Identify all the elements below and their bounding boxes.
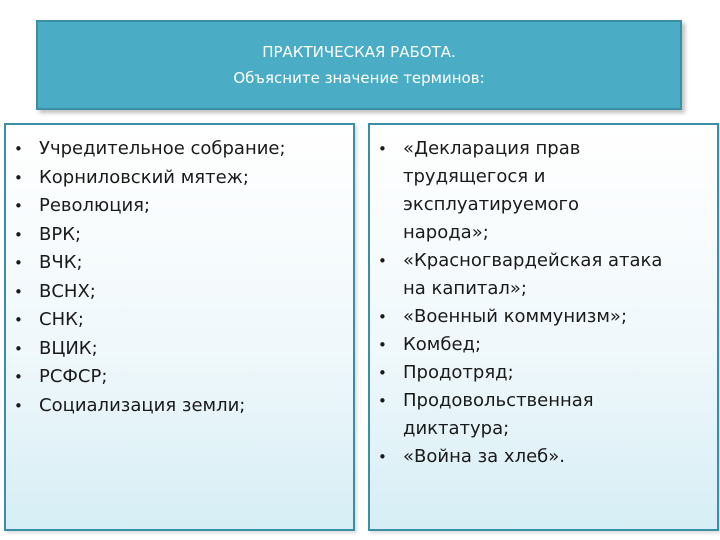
term-text: ВСНХ; <box>39 280 96 302</box>
term-text: «Война за хлеб». <box>403 446 565 467</box>
bullet-icon: • <box>378 336 387 354</box>
slide-title: ПРАКТИЧЕСКАЯ РАБОТА. <box>262 43 456 61</box>
left-terms-list <box>14 135 286 420</box>
bullet-icon: • <box>14 339 23 358</box>
bullet-icon: • <box>378 308 387 326</box>
term-text: СНК; <box>39 309 84 330</box>
list-item <box>14 335 286 364</box>
bullet-icon: • <box>378 392 387 410</box>
bullet-icon: • <box>14 282 23 301</box>
bullet-icon: • <box>378 364 387 382</box>
list-item <box>14 392 286 421</box>
term-text: Продотряд; <box>403 362 514 383</box>
term-text: Корниловский мятеж; <box>39 166 249 188</box>
list-item <box>378 303 662 331</box>
list-item <box>378 443 662 471</box>
list-item <box>378 387 662 443</box>
bullet-icon: • <box>14 311 23 329</box>
list-item <box>14 278 286 307</box>
term-text: Учредительное собрание; <box>39 138 286 159</box>
bullet-icon: • <box>14 368 23 386</box>
slide-subtitle: Объясните значение терминов: <box>233 69 485 87</box>
bullet-icon: • <box>14 396 23 415</box>
list-item <box>14 306 286 335</box>
bullet-icon: • <box>14 140 23 158</box>
term-text: Революция; <box>39 195 151 216</box>
term-text: Социализация земли; <box>39 394 246 416</box>
bullet-icon: • <box>378 448 387 466</box>
term-text: РСФСР; <box>39 366 108 387</box>
list-item <box>14 192 286 221</box>
bullet-icon: • <box>378 140 387 158</box>
bullet-icon: • <box>14 225 23 244</box>
term-text: ВЧК; <box>39 252 83 273</box>
list-item <box>378 331 662 359</box>
term-text: ВЦИК; <box>39 337 98 359</box>
slide-title-box <box>36 20 682 110</box>
term-text: Продовольственная диктатура; <box>403 390 594 439</box>
left-terms-panel <box>4 123 355 531</box>
list-item <box>378 359 662 387</box>
term-text: «Красногвардейская атака на капитал»; <box>403 250 663 299</box>
term-text: «Декларация прав трудящегося и эксплуатируемого народа»; <box>403 138 581 243</box>
list-item <box>378 247 662 303</box>
list-item <box>14 249 286 278</box>
list-item <box>14 135 286 164</box>
list-item <box>14 363 286 392</box>
bullet-icon: • <box>14 197 23 215</box>
bullet-icon: • <box>378 252 387 270</box>
bullet-icon: • <box>14 254 23 272</box>
right-terms-list <box>378 135 662 471</box>
term-text: «Военный коммунизм»; <box>403 306 628 327</box>
list-item <box>14 164 286 193</box>
bullet-icon: • <box>14 168 23 187</box>
term-text: ВРК; <box>39 223 82 245</box>
list-item <box>14 221 286 250</box>
list-item <box>378 135 662 247</box>
right-terms-panel <box>368 123 719 531</box>
term-text: Комбед; <box>403 334 482 355</box>
